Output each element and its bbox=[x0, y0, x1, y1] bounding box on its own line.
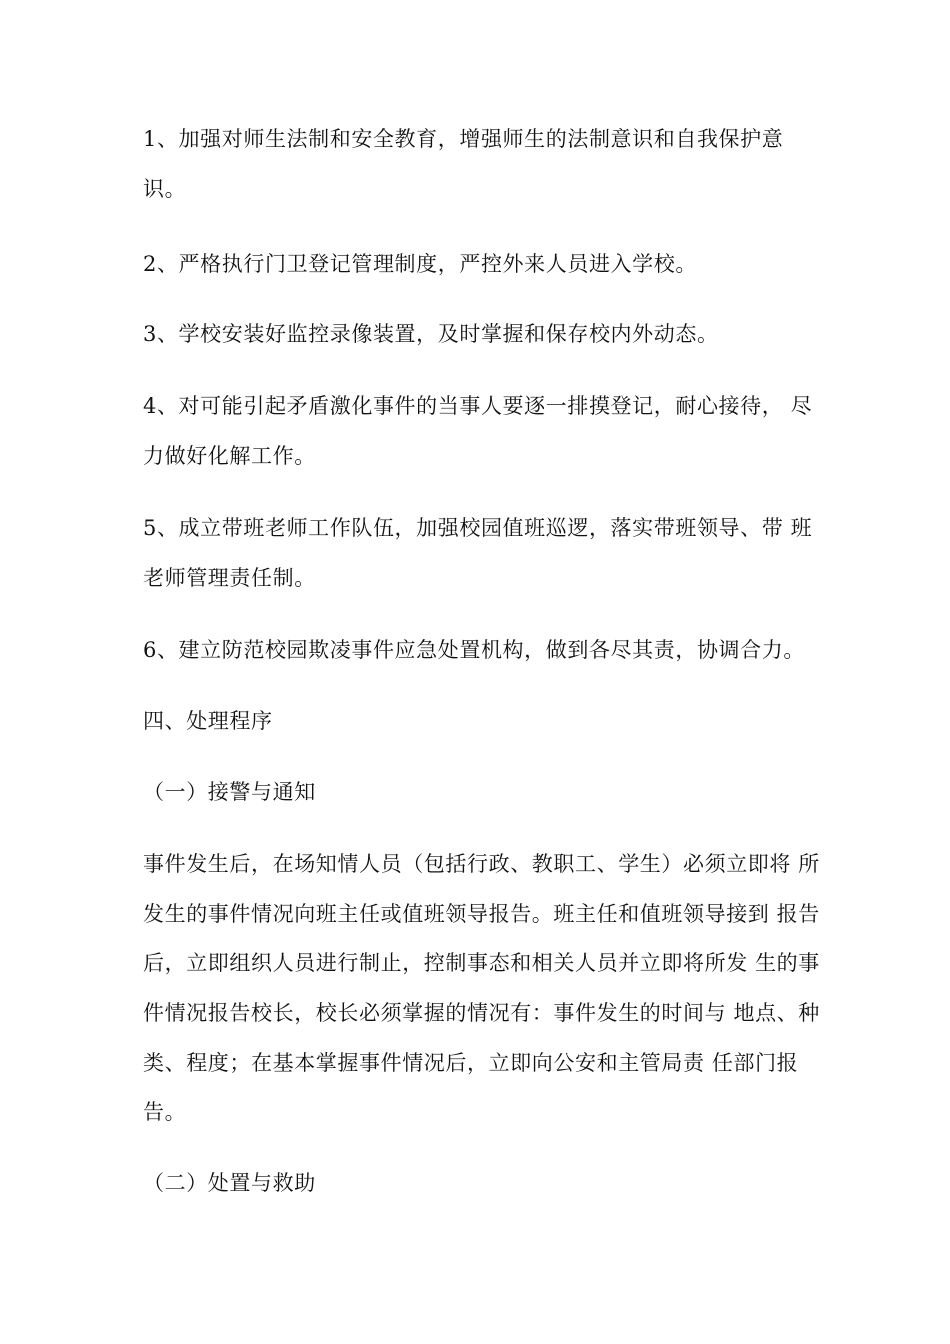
measure-1-line-1: 1、加强对师生法制和安全教育，增强师生的法制意识和自我保护意 bbox=[143, 127, 784, 151]
subsection-heading-2: （二）处置与救助 bbox=[143, 1171, 316, 1195]
paragraph-line-5: 类、程度；在基本掌握事件情况后，立即向公安和主管局责 任部门报 bbox=[143, 1051, 799, 1075]
paragraph-line-6: 告。 bbox=[143, 1100, 187, 1124]
paragraph-line-3: 后，立即组织人员进行制止，控制事态和相关人员并立即将所发 生的事 bbox=[143, 951, 820, 975]
paragraph-line-4: 件情况报告校长，校长必须掌握的情况有：事件发生的时间与 地点、种 bbox=[143, 1001, 820, 1025]
measure-6: 6、建立防范校园欺凌事件应急处置机构，做到各尽其责，协调合力。 bbox=[143, 638, 805, 662]
paragraph-line-1: 事件发生后，在场知情人员（包括行政、教职工、学生）必须立即将 所 bbox=[143, 852, 820, 876]
section-heading-4: 四、处理程序 bbox=[143, 709, 273, 733]
measure-2: 2、严格执行门卫登记管理制度，严控外来人员进入学校。 bbox=[143, 252, 697, 276]
measure-4-line-1: 4、对可能引起矛盾激化事件的当事人要逐一排摸登记，耐心接待， 尽 bbox=[143, 394, 813, 418]
subsection-heading-1: （一）接警与通知 bbox=[143, 780, 316, 804]
measure-4-line-2: 力做好化解工作。 bbox=[143, 444, 316, 468]
measure-1-line-2: 识。 bbox=[143, 177, 187, 201]
measure-3: 3、学校安装好监控录像装置，及时掌握和保存校内外动态。 bbox=[143, 322, 719, 346]
measure-5-line-2: 老师管理责任制。 bbox=[143, 566, 316, 590]
paragraph-line-2: 发生的事件情况向班主任或值班领导报告。班主任和值班领导接到 报告 bbox=[143, 902, 820, 926]
measure-5-line-1: 5、成立带班老师工作队伍，加强校园值班巡逻，落实带班领导、带 班 bbox=[143, 516, 813, 540]
